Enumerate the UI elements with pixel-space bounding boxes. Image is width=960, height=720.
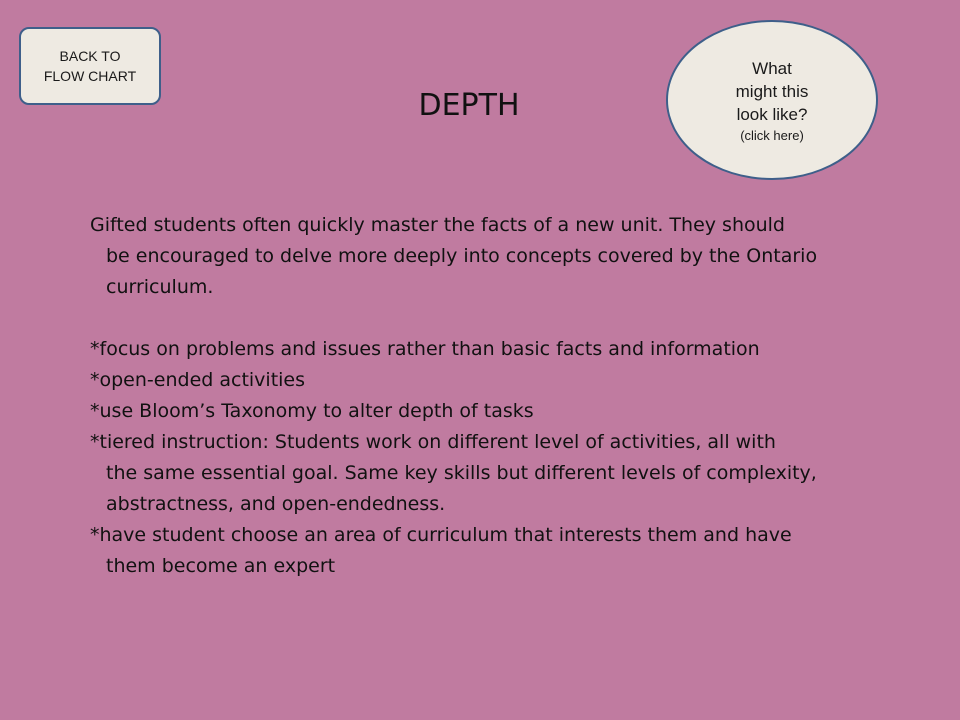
bullet-item bbox=[90, 427, 950, 520]
bullet-item bbox=[90, 334, 950, 365]
bubble-line-1: What bbox=[752, 58, 792, 78]
back-button-line-1: BACK TO bbox=[59, 48, 121, 64]
bullet-line: *use Bloom’s Taxonomy to alter depth of tasks bbox=[90, 400, 534, 422]
bullet-line: the same essential goal. Same key skills but different levels of complexity, bbox=[106, 462, 817, 484]
intro-line: be encouraged to delve more deeply into concepts covered by the Ontario bbox=[106, 245, 818, 267]
paragraph-gap bbox=[90, 303, 950, 334]
intro-paragraph bbox=[90, 210, 950, 303]
back-button-line-2: FLOW CHART bbox=[43, 68, 137, 84]
bullet-item bbox=[90, 520, 950, 582]
bullet-line: *focus on problems and issues rather than basic facts and information bbox=[90, 338, 760, 360]
bullet-line: abstractness, and open-endedness. bbox=[106, 493, 446, 515]
bubble-line-2: might this bbox=[735, 81, 809, 101]
bullet-line: them become an expert bbox=[106, 555, 336, 577]
bullet-line: *open-ended activities bbox=[90, 369, 306, 391]
bubble-line-3: look like? bbox=[736, 104, 808, 124]
intro-line: Gifted students often quickly master the facts of a new unit. They should bbox=[90, 214, 785, 236]
page-title: DEPTH bbox=[418, 88, 520, 123]
bullet-item bbox=[90, 396, 950, 427]
bullet-line: *have student choose an area of curriculum that interests them and have bbox=[90, 524, 792, 546]
bullet-item bbox=[90, 365, 950, 396]
bullet-line: *tiered instruction: Students work on different level of activities, all with bbox=[90, 431, 776, 453]
slide-body bbox=[90, 210, 950, 582]
intro-line: curriculum. bbox=[106, 276, 214, 298]
bubble-click-hint: (click here) bbox=[740, 127, 804, 143]
